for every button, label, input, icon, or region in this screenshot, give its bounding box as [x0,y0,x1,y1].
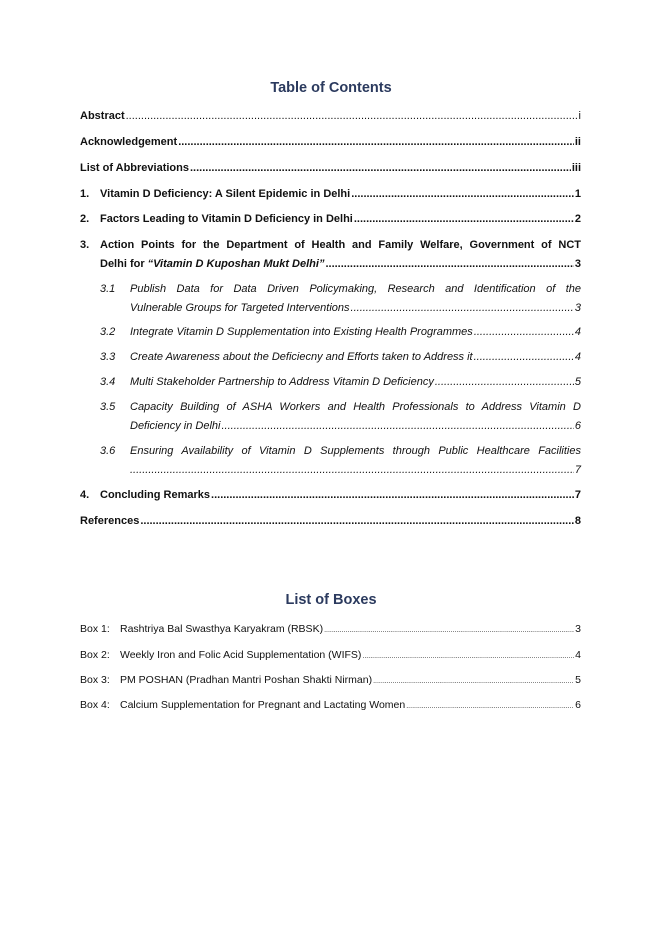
leader-dots [373,672,574,690]
toc-entry-section-3-3[interactable] [80,348,581,367]
box-title: Rashtriya Bal Swasthya Karyakram (RBSK) [120,623,324,635]
toc-section-number: 3.4 [100,376,116,388]
toc-entry-label-italic: “Vitamin D Kuposhan Mukt Delhi” [147,258,325,270]
leader-dots [221,417,573,436]
toc-page-number: 3 [574,258,581,270]
box-entry-3[interactable] [80,672,581,690]
toc-entry-section-3-5[interactable] [80,398,581,436]
toc-entry-label: Abstract [80,110,125,122]
leader-dots [211,486,574,505]
leader-dots [190,159,571,178]
toc-entry-label: Acknowledgement [80,136,178,148]
toc-page-number: 8 [574,515,581,527]
toc-entry-abstract[interactable] [80,107,581,126]
box-entry-4[interactable] [80,697,581,715]
toc-entry-section-4[interactable] [80,486,581,505]
box-entry-2[interactable] [80,647,581,665]
toc-section-number: 3.2 [100,326,116,338]
box-page-number: 5 [575,674,581,686]
toc-entry-label: Concluding Remarks [100,489,211,501]
toc-entry-section-3-6[interactable] [80,442,581,480]
toc-section-number: 1. [80,188,90,200]
box-title: PM POSHAN (Pradhan Mantri Poshan Shakti Nirman) [120,674,373,686]
toc-section-number: 3.1 [100,283,116,295]
box-label: Box 4: [80,699,110,711]
toc-entry-label: Integrate Vitamin D Supplementation into Existing Health Programmes [130,326,473,338]
leader-dots [474,323,574,342]
leader-dots [324,621,574,639]
toc-page-number: 7 [574,464,581,476]
toc-entry-section-1[interactable] [80,185,581,204]
box-label: Box 1: [80,623,110,635]
toc-entry-label: List of Abbreviations [80,162,189,174]
toc-entry-label-line-1: Ensuring Availability of Vitamin D Supplements through Public Healthcare Facilities [130,445,581,457]
toc-page-number: 6 [574,420,581,432]
toc-section-number: 3.6 [100,445,116,457]
toc-entry-section-3-1[interactable] [80,280,581,318]
toc-page-number: iii [571,162,581,174]
box-entry-1[interactable] [80,621,581,639]
toc-page-number: 4 [574,326,581,338]
toc-entry-references[interactable] [80,512,581,531]
toc-section-number: 3. [80,239,90,251]
toc-page-number: 3 [574,302,581,314]
box-label: Box 2: [80,649,110,661]
toc-entry-label-line-1: Publish Data for Data Driven Policymaking, Research and Identification of the [130,283,581,295]
toc-entry-label-line-2: Deficiency in Delhi [130,420,221,432]
toc-entry-label: Factors Leading to Vitamin D Deficiency in Delhi [100,213,353,225]
toc-page-number: 2 [574,213,581,225]
toc-page-number: 4 [574,351,581,363]
toc-page-number: 5 [574,376,581,388]
toc-title: Table of Contents [270,80,392,96]
toc-page-number: 7 [574,489,581,501]
toc-page-number: 1 [574,188,581,200]
toc-entry-label-line-1: Capacity Building of ASHA Workers and Health Professionals to Address Vitamin D [130,401,581,413]
leader-dots [351,299,574,318]
leader-dots [325,255,573,274]
box-title: Calcium Supplementation for Pregnant and Lactating Women [120,699,406,711]
box-title: Weekly Iron and Folic Acid Supplementation (WIFS) [120,649,362,661]
leader-dots [435,373,574,392]
toc-section-number: 3.3 [100,351,116,363]
leader-dots [178,133,574,152]
toc-entry-label: Create Awareness about the Deficiecny and Efforts taken to Address it [130,351,473,363]
toc-entry-label-line-1: Action Points for the Department of Health and Family Welfare, Government of NCT [100,239,581,251]
box-page-number: 4 [575,649,581,661]
toc-page-number: ii [574,136,581,148]
toc-section-number: 2. [80,213,90,225]
toc-entry-section-3[interactable] [80,236,581,274]
toc-page-number: i [578,110,581,122]
toc-entry-label: References [80,515,140,527]
toc-section-number: 3.5 [100,401,116,413]
leader-dots [140,512,574,531]
toc-entry-label: Vitamin D Deficiency: A Silent Epidemic in Delhi [100,188,351,200]
leader-dots [474,348,574,367]
box-page-number: 6 [575,699,581,711]
leader-dots [130,461,574,480]
boxes-title: List of Boxes [285,592,377,608]
box-page-number: 3 [575,623,581,635]
toc-section-number: 4. [80,489,90,501]
leader-dots [354,210,574,229]
leader-dots [406,697,574,715]
leader-dots [126,107,578,126]
leader-dots [362,647,574,665]
toc-entry-section-3-4[interactable] [80,373,581,392]
box-label: Box 3: [80,674,110,686]
toc-entry-section-2[interactable] [80,210,581,229]
toc-entry-label-line-2: Vulnerable Groups for Targeted Interventions [130,302,350,314]
toc-entry-section-3-2[interactable] [80,323,581,342]
toc-entry-abbreviations[interactable] [80,159,581,178]
toc-entry-acknowledgement[interactable] [80,133,581,152]
toc-entry-label-line-2: Delhi for [100,258,145,270]
leader-dots [351,185,574,204]
toc-entry-label: Multi Stakeholder Partnership to Address Vitamin D Deficiency [130,376,434,388]
